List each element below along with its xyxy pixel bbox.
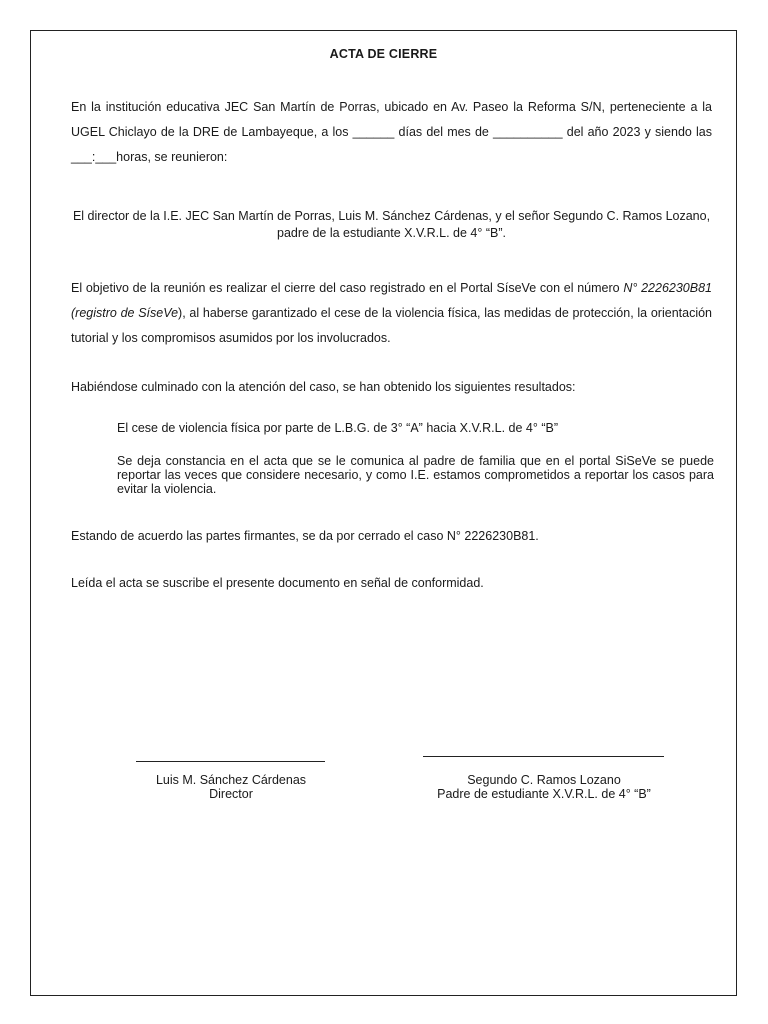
director-role: Director <box>209 787 253 801</box>
director-signature-line <box>136 761 325 762</box>
attendees-paragraph: El director de la I.E. JEC San Martín de Porras, Luis M. Sánchez Cárdenas, y el señor Segundo C. Ramos Lozano, padre de la estudiante X.V.R.L. de 4° “B”. <box>72 209 711 240</box>
parent-signature-line <box>423 756 664 757</box>
result-item-1: El cese de violencia física por parte de L.B.G. de 3° “A” hacia X.V.R.L. de 4° “B” <box>117 421 559 435</box>
objective-paragraph <box>71 276 712 351</box>
parent-name: Segundo C. Ramos Lozano <box>467 773 621 787</box>
closing-paragraph: Estando de acuerdo las partes firmantes, se da por cerrado el caso N° 2226230B81. <box>71 529 539 543</box>
director-signature-block <box>121 773 341 801</box>
results-intro: Habiéndose culminado con la atención del caso, se han obtenido los siguientes resultados: <box>71 380 576 394</box>
intro-paragraph <box>71 95 712 170</box>
intro-text: En la institución educativa JEC San Martín de Porras, ubicado en Av. Paseo la Reforma S/N, perteneciente a la UGEL Chiclayo de la DRE de Lambayeque, a los ______ días del mes de __________ del año 2023 y siendo las ___:___horas, se reunieron: <box>71 100 712 164</box>
case-number-italic: N° 2226230B81 (registro de SíseVe <box>71 281 713 320</box>
objective-text-a: El objetivo de la reunión es realizar el cierre del caso registrado en el Portal SíseVe con el número <box>71 281 624 295</box>
director-name: Luis M. Sánchez Cárdenas <box>155 773 307 787</box>
parent-role: Padre de estudiante X.V.R.L. de 4° “B” <box>437 787 651 801</box>
parent-signature-block <box>409 773 679 801</box>
conformity-paragraph: Leída el acta se suscribe el presente documento en señal de conformidad. <box>71 576 484 590</box>
result-item-2: Se deja constancia en el acta que se le comunica al padre de familia que en el portal SiSeVe se puede reportar las veces que considere necesario, y como I.E. estamos comprometidos a reportar los casos para evitar la violencia. <box>117 454 714 496</box>
document-page <box>30 30 737 996</box>
objective-text-b: ), al haberse garantizado el cese de la violencia física, las medidas de protección, la orientación tutorial y los compromisos asumidos por los involucrados. <box>71 306 713 345</box>
document-title: ACTA DE CIERRE <box>329 47 438 61</box>
